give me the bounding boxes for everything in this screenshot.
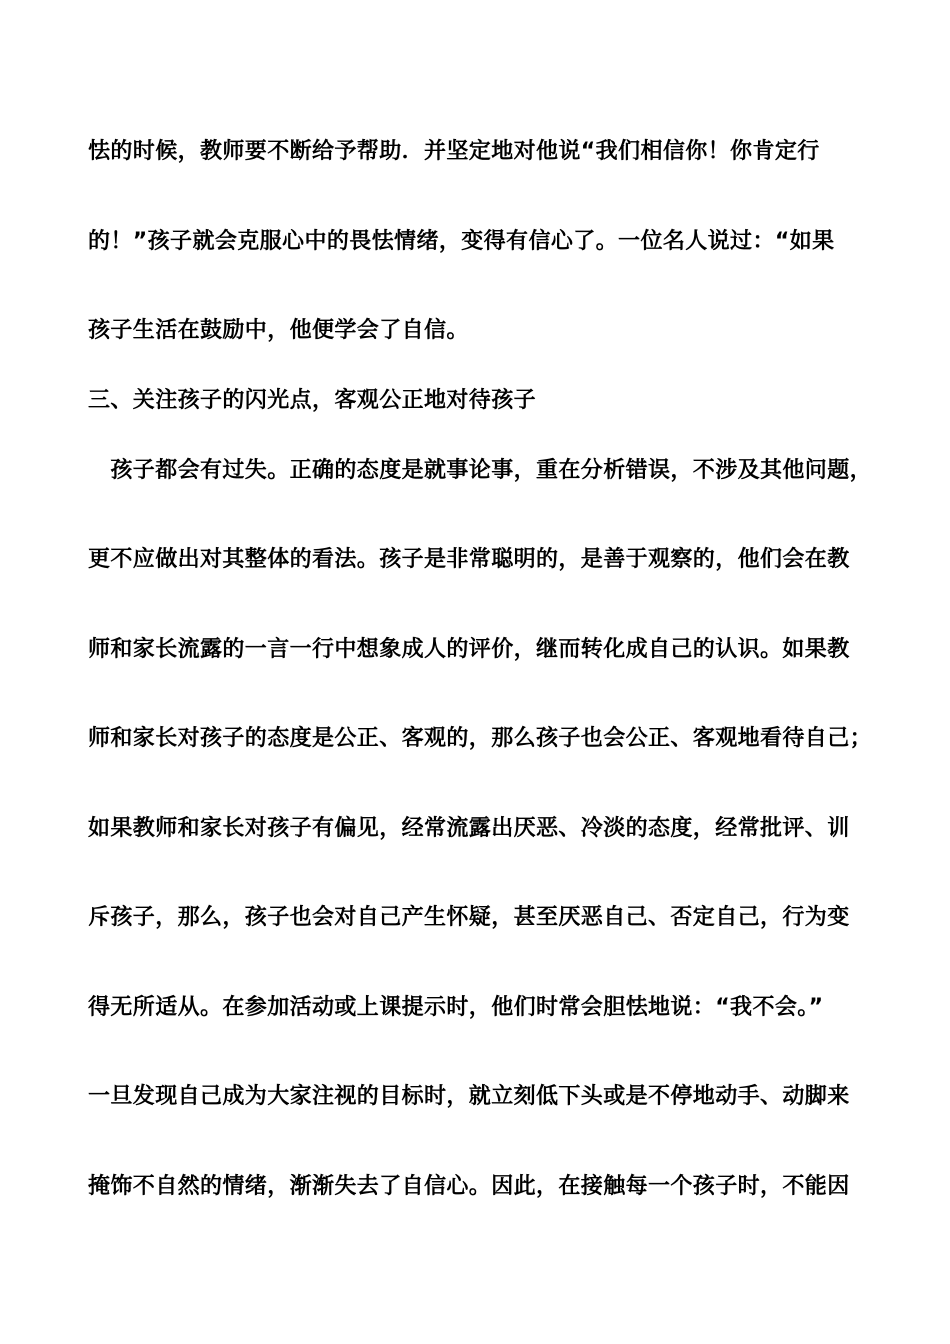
paragraph-line: 更不应做出对其整体的看法。孩子是非常聪明的，是善于观察的，他们会在教 bbox=[88, 547, 850, 572]
section-heading: 三、关注孩子的闪光点，客观公正地对待孩子 bbox=[88, 388, 537, 413]
paragraph-line: 得无所适从。在参加活动或上课提示时，他们时常会胆怯地说：“我不会。” bbox=[88, 995, 824, 1020]
paragraph-line: 如果教师和家长对孩子有偏见，经常流露出厌恶、冷淡的态度，经常批评、训 bbox=[88, 816, 850, 841]
paragraph-line: 掩饰不自然的情绪，渐渐失去了自信心。因此，在接触每一个孩子时，不能因 bbox=[88, 1174, 850, 1199]
paragraph-line: 师和家长对孩子的态度是公正、客观的，那么孩子也会公正、客观地看待自己； bbox=[88, 726, 873, 751]
paragraph-line: 怯的时候，教师要不断给予帮助．并坚定地对他说“我们相信你！你肯定行 bbox=[88, 139, 820, 164]
paragraph-line: 孩子都会有过失。正确的态度是就事论事，重在分析错误，不涉及其他问题， bbox=[88, 458, 873, 483]
paragraph-line: 的！”孩子就会克服心中的畏怯情绪，变得有信心了。一位名人说过：“如果 bbox=[88, 229, 835, 254]
paragraph-line: 一旦发现自己成为大家注视的目标时，就立刻低下头或是不停地动手、动脚来 bbox=[88, 1084, 850, 1109]
paragraph-line: 斥孩子，那么，孩子也会对自己产生怀疑，甚至厌恶自己、否定自己，行为变 bbox=[88, 905, 850, 930]
paragraph-line: 师和家长流露的一言一行中想象成人的评价，继而转化成自己的认识。如果教 bbox=[88, 637, 850, 662]
paragraph-line: 孩子生活在鼓励中，他便学会了自信。 bbox=[88, 318, 469, 343]
